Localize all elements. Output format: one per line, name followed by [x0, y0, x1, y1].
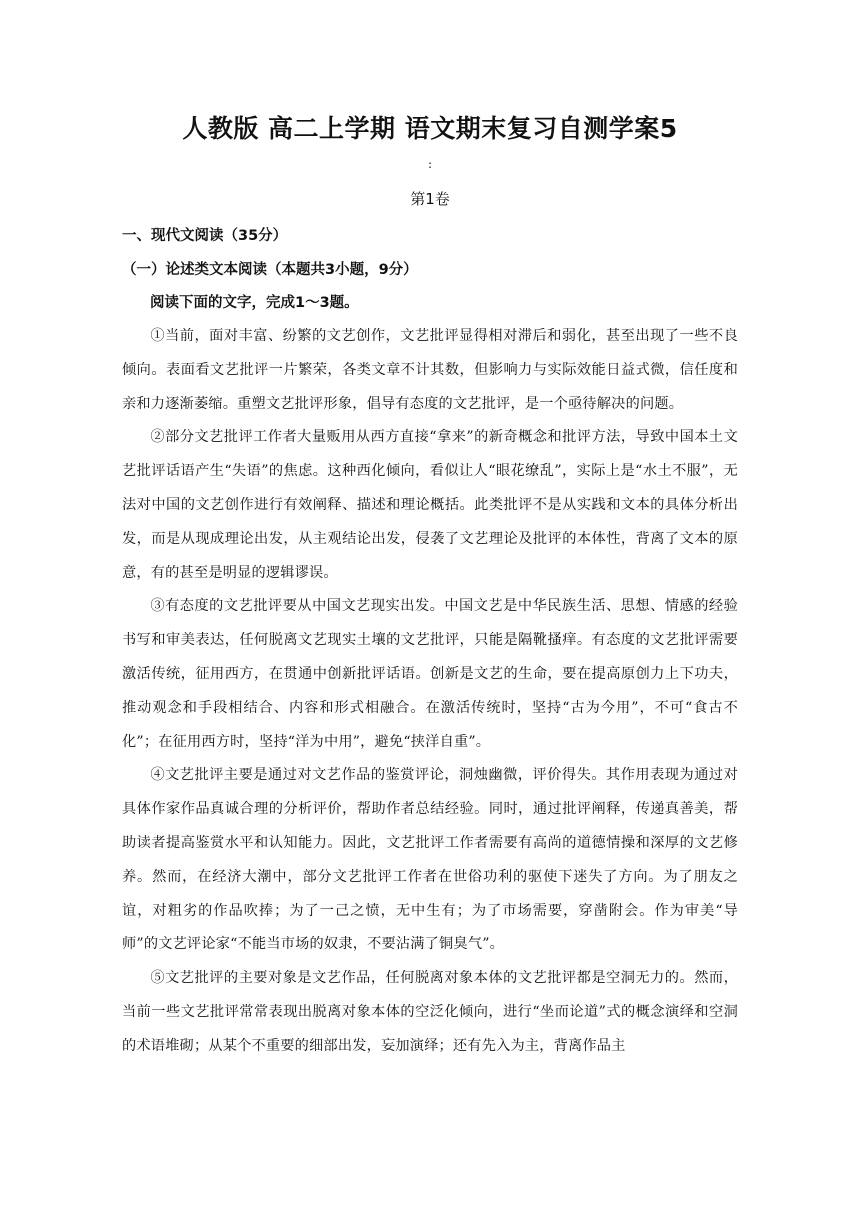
document-title: 人教版 高二上学期 语文期末复习自测学案5 — [182, 114, 678, 143]
paragraph-5: ⑤文艺批评的主要对象是文艺作品，任何脱离对象本体的文艺批评都是空洞无力的。然而，当前一些文艺批评常常表现出脱离对象本体的空泛化倾向，进行“坐而论道”式的概念演绎和空洞的术语堆砌；从某个不重要的细部出发，妄加演绎；还有先入为主，背离作品主 — [122, 970, 738, 1054]
paragraph-3: ③有态度的文艺批评要从中国文艺现实出发。中国文艺是中华民族生活、思想、情感的经验书写和审美表达，任何脱离文艺现实土壤的文艺批评，只能是隔靴搔痒。有态度的文艺批评需要激活传统，征用西方，在贯通中创新批评话语。创新是文艺的生命，要在提高原创力上下功夫，推动观念和手段相结合、内容和形式相融合。在激活传统时，坚持“古为今用”，不可“食古不化”；在征用西方时，坚持“洋为中用”，避免“挟洋自重”。 — [122, 598, 738, 750]
paragraph-2: ②部分文艺批评工作者大量贩用从西方直接“拿来”的新奇概念和批评方法，导致中国本土文艺批评话语产生“失语”的焦虑。这种西化倾向，看似让人“眼花缭乱”，实际上是“水土不服”，无法对中国的文艺创作进行有效阐释、描述和理论概括。此类批评不是从实践和文本的具体分析出发，而是从现成理论出发，从主观结论出发，侵袭了文艺理论及批评的本体性，背离了文本的原意，有的甚至是明显的逻辑谬误。 — [122, 429, 738, 581]
paragraph-1: ①当前，面对丰富、纷繁的文艺创作，文艺批评显得相对滞后和弱化，甚至出现了一些不良倾向。表面看文艺批评一片繁荣，各类文章不计其数，但影响力与实际效能日益式微，信任度和亲和力逐渐萎缩。重塑文艺批评形象，倡导有态度的文艺批评，是一个亟待解决的问题。 — [122, 328, 738, 412]
paragraph-4: ④文艺批评主要是通过对文艺作品的鉴赏评论，洞烛幽微，评价得失。其作用表现为通过对具体作家作品真诚合理的分析评价，帮助作者总结经验。同时，通过批评阐释，传递真善美，帮助读者提高鉴赏水平和认知能力。因此，文艺批评工作者需要有高尚的道德情操和深厚的文艺修养。然而，在经济大潮中，部分文艺批评工作者在世俗功利的驱使下迷失了方向。为了朋友之谊，对粗劣的作品吹捧；为了一己之愤，无中生有；为了市场需要，穿凿附会。作为审美“导师”的文艺评论家“不能当市场的奴隶，不要沾满了铜臭气”。 — [122, 767, 738, 953]
colon-mark: : — [427, 157, 433, 171]
subsection-heading: （一）论述类文本阅读（本题共3小题，9分） — [122, 262, 418, 278]
section-heading: 一、现代文阅读（35分） — [122, 228, 288, 244]
article-body — [122, 320, 738, 1064]
volume-label: 第1卷 — [410, 190, 450, 208]
reading-instruction: 阅读下面的文字，完成1～3题。 — [150, 295, 359, 311]
